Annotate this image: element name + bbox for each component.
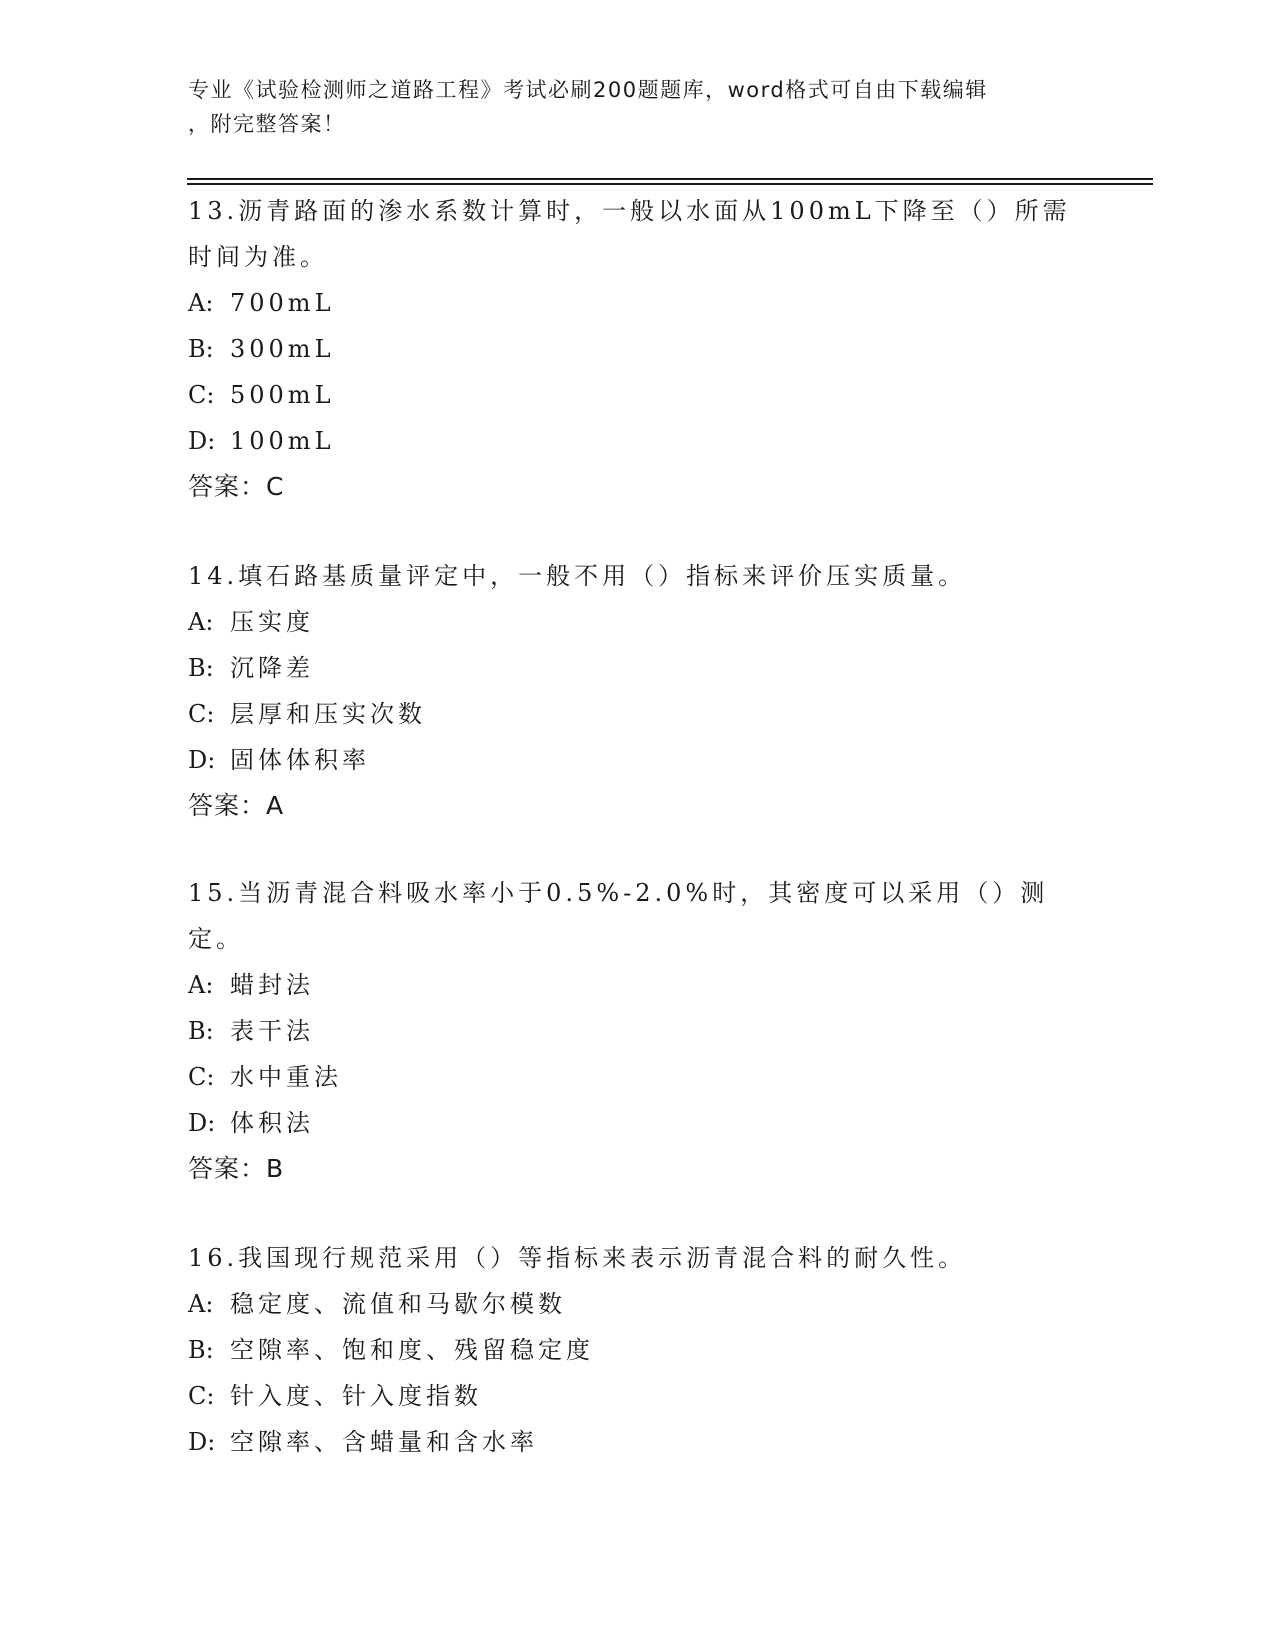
option-text: 固体体积率 [230,746,370,774]
option-key: C: [188,700,215,728]
header-line-2: ，附完整答案！ [188,112,346,136]
option-text: 表干法 [230,1017,314,1045]
option-key: B: [188,1336,214,1364]
option-text: 压实度 [230,608,314,636]
option-b [188,326,1088,372]
option-d [188,737,1088,783]
option-text: 水中重法 [230,1063,342,1091]
option-text: 稳定度、流值和马歇尔模数 [230,1290,566,1318]
question-text-line: 时间为准。 [188,243,328,271]
option-b [188,645,1088,691]
option-key: D: [188,1109,216,1137]
option-a [188,280,1088,326]
option-c [188,372,1088,418]
document-header [188,73,1068,141]
option-key: A: [188,289,214,317]
option-c [188,691,1088,737]
option-text: 沉降差 [230,654,314,682]
option-key: B: [188,1017,214,1045]
option-b [188,1327,1088,1373]
option-a [188,962,1088,1008]
option-text: 针入度、针入度指数 [230,1382,482,1410]
option-key: B: [188,335,214,363]
option-key: D: [188,1428,216,1456]
header-rule-top [187,178,1153,180]
option-text: 空隙率、含蜡量和含水率 [230,1428,538,1456]
option-text: 空隙率、饱和度、残留稳定度 [230,1336,594,1364]
question-text-line: 15.当沥青混合料吸水率小于0.5%-2.0%时，其密度可以采用（）测 [188,879,1049,907]
header-line-1: 专业《试验检测师之道路工程》考试必刷200题题库，word格式可自由下载编辑 [188,78,988,102]
option-text: 体积法 [230,1109,314,1137]
option-key: C: [188,381,215,409]
option-key: A: [188,971,214,999]
answer-label: 答案：A [188,791,285,820]
answer-label: 答案：B [188,1154,285,1183]
option-d [188,418,1088,464]
question-13 [188,188,1088,510]
option-key: A: [188,608,214,636]
header-rule-bottom [187,183,1153,185]
option-d [188,1100,1088,1146]
option-key: A: [188,1290,214,1318]
question-14 [188,553,1088,829]
option-key: D: [188,427,216,455]
question-text-line: 13.沥青路面的渗水系数计算时，一般以水面从100mL下降至（）所需 [188,197,1071,225]
option-text: 100mL [230,427,335,455]
question-text-line: 16.我国现行规范采用（）等指标来表示沥青混合料的耐久性。 [188,1244,967,1272]
option-text: 层厚和压实次数 [230,700,426,728]
option-text: 500mL [230,381,335,409]
option-text: 700mL [230,289,335,317]
option-b [188,1008,1088,1054]
option-key: B: [188,654,214,682]
question-16 [188,1235,1088,1465]
option-d [188,1419,1088,1465]
option-key: C: [188,1063,215,1091]
question-text-line: 定。 [188,925,244,953]
question-text-line: 14.填石路基质量评定中，一般不用（）指标来评价压实质量。 [188,562,967,590]
option-a [188,1281,1088,1327]
option-c [188,1054,1088,1100]
answer-label: 答案：C [188,472,285,501]
option-key: C: [188,1382,215,1410]
option-c [188,1373,1088,1419]
option-text: 300mL [230,335,335,363]
option-a [188,599,1088,645]
option-key: D: [188,746,216,774]
question-15 [188,870,1088,1192]
option-text: 蜡封法 [230,971,314,999]
